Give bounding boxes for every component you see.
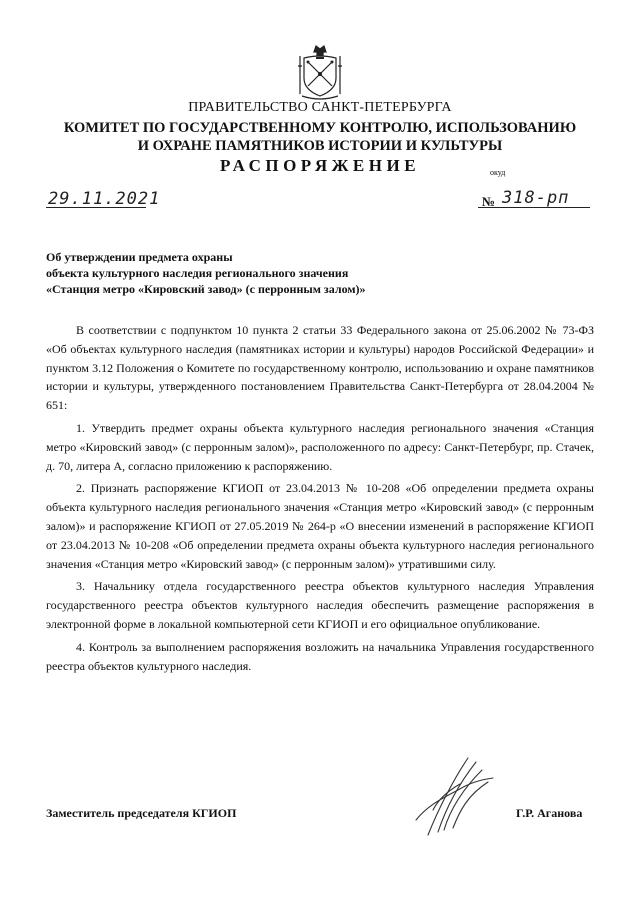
signer-position: Заместитель председателя КГИОП xyxy=(46,806,237,820)
document-type: РАСПОРЯЖЕНИЕ xyxy=(219,156,421,175)
signer-name: Г.Р. Аганова xyxy=(516,806,583,820)
clause-4: 4. Контроль за выполнением распоряжения возложить на начальника Управления государственного реестра объектов культурного наследия. xyxy=(46,639,594,673)
handwritten-signature-icon xyxy=(398,750,508,840)
committee-title xyxy=(0,119,640,155)
number-underline xyxy=(478,207,590,208)
city-label: окуд xyxy=(490,168,506,177)
clause-1: 1. Утвердить предмет охраны объекта культурного наследия регионального значения «Станция метро «Кировский завод» (с перронным залом)», расположенного по адресу: Санкт-Петербург, пр. Стачек, д. 70, литера А, согласно приложению к распоряжению. xyxy=(46,420,594,473)
document-subject xyxy=(46,249,366,297)
government-title: ПРАВИТЕЛЬСТВО САНКТ-ПЕТЕРБУРГА xyxy=(188,100,452,115)
coat-of-arms-icon xyxy=(296,42,344,100)
subject-line-3: «Станция метро «Кировский завод» (с перронным залом)» xyxy=(46,282,366,296)
preamble-paragraph: В соответствии с подпунктом 10 пункта 2 статьи 33 Федерального закона от 25.06.2002 № 73-ФЗ «Об объектах культурного наследия (памятниках истории и культуры) народов Российской Федерации» и пунктом 3.12 Положения о Комитете по государственному контролю, использованию и охране памятников истории и культуры, утвержденного постановлением Правительства Санкт-Петербурга от 28.04.2004 № 651: xyxy=(46,323,594,413)
document-date: 29.11.2021 xyxy=(48,189,161,209)
document-number: 318-рп xyxy=(502,188,570,208)
clause-3: 3. Начальнику отдела государственного реестра объектов культурного наследия Управления государственного реестра объектов культурного наследия обеспечить размещение распоряжения в электронной форме в локальной компьютерной сети КГИОП и его официальное опубликование. xyxy=(46,579,594,631)
number-label: № xyxy=(482,194,496,209)
subject-line-1: Об утверждении предмета охраны xyxy=(46,250,233,264)
document-body xyxy=(46,321,594,679)
committee-title-line-1: КОМИТЕТ ПО ГОСУДАРСТВЕННОМУ КОНТРОЛЮ, ИСПОЛЬЗОВАНИЮ xyxy=(63,120,577,136)
clause-2: 2. Признать распоряжение КГИОП от 23.04.2013 № 10-208 «Об определении предмета охраны объекта культурного наследия регионального значения «Станция метро «Кировский завод» (с перронным залом)» и распоряжение КГИОП от 27.05.2019 № 264-р «О внесении изменений в распоряжение КГИОП от 23.04.2013 № 10-208 «Об определении предмета охраны объекта культурного наследия регионального значения «Станция метро «Кировский завод» (с перронным залом)» утратившими силу. xyxy=(46,481,594,571)
subject-line-2: объекта культурного наследия регионального значения xyxy=(46,266,349,280)
committee-title-line-2: И ОХРАНЕ ПАМЯТНИКОВ ИСТОРИИ И КУЛЬТУРЫ xyxy=(137,138,503,154)
date-underline xyxy=(46,207,146,208)
